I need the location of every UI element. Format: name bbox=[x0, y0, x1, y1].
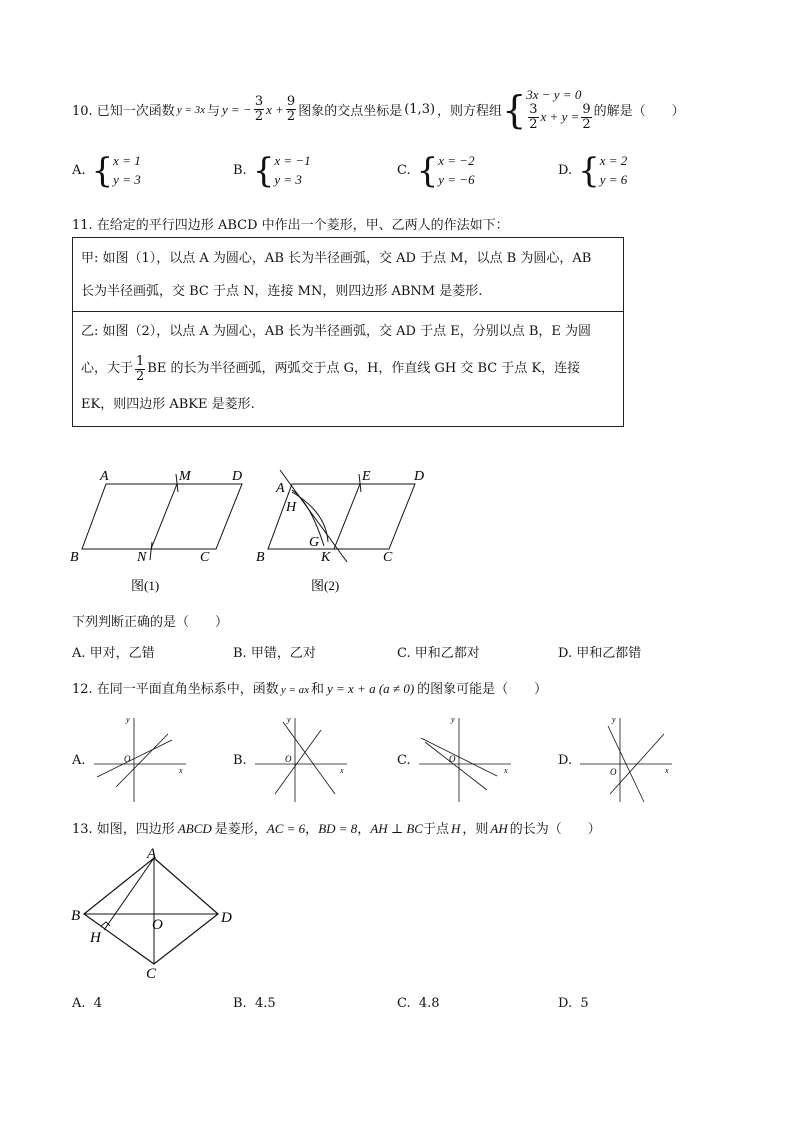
q10-system bbox=[526, 88, 593, 131]
option-label: A. bbox=[72, 646, 86, 661]
q13-pre: 13. 如图，四边形 bbox=[72, 822, 175, 837]
axis-x-label: x bbox=[179, 766, 183, 775]
q12-mid: 和 bbox=[311, 682, 325, 697]
label-m: M bbox=[179, 469, 191, 484]
q11-yi-line3: EK，则四边形 ABKE 是菱形. bbox=[81, 397, 255, 412]
q10-sys1: 3x − y = 0 bbox=[526, 87, 582, 102]
q11-yi bbox=[73, 312, 623, 422]
q13-abcd: ABCD bbox=[177, 821, 212, 836]
label-c: C bbox=[383, 550, 393, 565]
option-text: 4.8 bbox=[418, 996, 440, 1011]
q13-mid1: 是菱形， bbox=[214, 822, 267, 837]
q12-option-d[interactable] bbox=[558, 712, 678, 807]
q10-sys2-frac2: $\frac{9}{2}$ bbox=[582, 101, 591, 132]
option-text: 4 bbox=[93, 996, 103, 1011]
label-b: B bbox=[71, 908, 81, 924]
origin-label: O bbox=[124, 754, 131, 764]
q10-point: (1,3) bbox=[404, 102, 436, 118]
figure-caption-1: 图(1) bbox=[131, 578, 160, 593]
q11-option-b[interactable] bbox=[233, 642, 316, 661]
q10-tail2: ，则方程组 bbox=[437, 104, 503, 120]
option-line1: x = 1 bbox=[113, 153, 141, 168]
q10-sys2-frac1: $\frac{3}{2}$ bbox=[529, 101, 538, 132]
parallelogram-abcd bbox=[82, 484, 242, 549]
option-text: 4.5 bbox=[254, 996, 276, 1011]
option-label: D. bbox=[558, 163, 573, 179]
axis-x-label: x bbox=[665, 766, 669, 775]
q11-yi-line2 bbox=[73, 350, 623, 388]
q13-end: 的长为（ ） bbox=[509, 822, 601, 837]
q10-mid: 与 bbox=[207, 104, 221, 120]
brace: { bbox=[252, 150, 275, 191]
option-label: A. bbox=[72, 996, 86, 1011]
q10-tail: 图象的交点坐标是 bbox=[298, 104, 403, 120]
option-label: C. bbox=[397, 996, 411, 1011]
rhombus-abcd bbox=[84, 858, 218, 964]
q11-yi-line1: 乙: 如图（2），以点 A 为圆心，AB 长为半径画弧，交 AD 于点 E，分别以点 B，E 为圆 bbox=[81, 324, 592, 339]
label-e: E bbox=[362, 469, 371, 484]
brace: { bbox=[416, 150, 439, 191]
q11-jia-line1: 甲: 如图（1），以点 A 为圆心，AB 长为半径画弧，交 AD 于点 M，以点 B 为圆心，AB bbox=[81, 251, 592, 266]
label-h: H bbox=[90, 930, 101, 946]
axis-y-label: y bbox=[612, 715, 616, 724]
option-line1: x = −1 bbox=[274, 153, 311, 168]
q10-f1: y = 3x bbox=[176, 103, 205, 116]
q13-sep: ， bbox=[305, 822, 319, 837]
q10-sys2-mid: x + y = bbox=[540, 108, 580, 124]
arc-mark-e bbox=[359, 474, 361, 492]
option-text: 甲和乙都对 bbox=[414, 646, 480, 661]
label-c: C bbox=[146, 966, 157, 982]
q10-sys-brace: { bbox=[502, 87, 527, 132]
brace: { bbox=[91, 150, 114, 191]
q13-ac: AC = 6 bbox=[266, 821, 306, 836]
segment-ek bbox=[334, 484, 360, 549]
option-label: A. bbox=[72, 163, 86, 179]
option-text: 甲错，乙对 bbox=[250, 646, 316, 661]
q13-option-b[interactable] bbox=[233, 996, 276, 1011]
label-k: K bbox=[321, 550, 331, 565]
label-n: N bbox=[137, 550, 147, 565]
q12-graph-d bbox=[578, 712, 678, 807]
option-label: D. bbox=[558, 996, 573, 1011]
option-text: 5 bbox=[580, 996, 589, 1011]
option-label: D. bbox=[558, 646, 573, 661]
q11-yi2-pre: 心，大于 bbox=[81, 361, 134, 376]
axis-y-label: y bbox=[451, 715, 455, 724]
segment-mn bbox=[151, 484, 177, 549]
altitude-ah bbox=[104, 858, 154, 930]
label-a: A bbox=[276, 481, 285, 496]
q11-option-c[interactable] bbox=[397, 642, 480, 661]
option-text: 甲和乙都错 bbox=[576, 646, 642, 661]
arc-from-b bbox=[292, 490, 324, 546]
q12-option-a[interactable] bbox=[72, 712, 192, 807]
q10-option-b[interactable] bbox=[233, 152, 311, 190]
q12-stem bbox=[72, 678, 547, 697]
q10-f2-mid: x + bbox=[266, 101, 284, 117]
q10-end: 的解是（ ） bbox=[593, 104, 685, 120]
q13-mid2: 于点 bbox=[422, 822, 449, 837]
label-d: D bbox=[221, 910, 232, 926]
axis-x-label: x bbox=[340, 766, 344, 775]
label-d: D bbox=[414, 469, 425, 484]
option-line2: y = −6 bbox=[438, 171, 475, 187]
option-label: C. bbox=[397, 163, 411, 179]
option-line2: y = 3 bbox=[113, 171, 141, 187]
q12-lead: 12. 在同一平面直角坐标系中，函数 bbox=[72, 682, 279, 697]
q13-ah: AH ⊥ BC bbox=[370, 821, 423, 836]
option-label: B. bbox=[233, 646, 247, 661]
arc-mark-m bbox=[176, 474, 178, 492]
q13-option-d[interactable] bbox=[558, 996, 589, 1011]
q11-method-box bbox=[72, 237, 624, 427]
option-label: B. bbox=[233, 996, 247, 1011]
q11-jia bbox=[73, 238, 623, 312]
label-b: B bbox=[256, 550, 265, 565]
label-g: G bbox=[309, 535, 320, 550]
q12-f2: y = x + a (a ≠ 0) bbox=[327, 681, 415, 696]
label-o: O bbox=[152, 917, 163, 933]
option-line2: y = 3 bbox=[274, 171, 302, 187]
label-h: H bbox=[286, 500, 297, 515]
q10-option-d[interactable] bbox=[558, 152, 627, 190]
label-b: B bbox=[70, 550, 79, 565]
option-label: C. bbox=[397, 646, 411, 661]
q10-f2-frac1: $\frac{3}{2}$ bbox=[254, 94, 264, 125]
q10-option-c[interactable] bbox=[397, 152, 475, 190]
q12-f1: y = ax bbox=[280, 684, 309, 696]
q11-option-d[interactable] bbox=[558, 642, 641, 661]
q12-option-b[interactable] bbox=[233, 712, 353, 807]
q10-f2-frac2: $\frac{9}{2}$ bbox=[286, 94, 296, 125]
label-d: D bbox=[232, 469, 243, 484]
option-label: B. bbox=[233, 163, 247, 179]
q11-figure-2 bbox=[252, 462, 442, 597]
q13-stem bbox=[72, 818, 601, 837]
q13-h: H bbox=[451, 821, 461, 836]
option-line1: x = 2 bbox=[599, 153, 628, 168]
q11-yi2-post: BE 的长为半径画弧，两弧交于点 G，H，作直线 GH 交 BC 于点 K，连接 bbox=[147, 361, 581, 376]
graph-line-1 bbox=[97, 740, 172, 777]
q12-option-c[interactable] bbox=[397, 712, 517, 807]
q13-sep2: ， bbox=[357, 822, 371, 837]
option-text: 甲对，乙错 bbox=[89, 646, 155, 661]
axis-y-label: y bbox=[287, 715, 291, 724]
option-line1: x = −2 bbox=[438, 153, 475, 168]
q11-figure-1 bbox=[66, 462, 256, 597]
q10-f2-pre: y = − bbox=[222, 101, 252, 117]
q12-end: 的图象可能是（ ） bbox=[417, 682, 548, 697]
q12-graph-b bbox=[253, 712, 353, 807]
q12-graph-a bbox=[92, 712, 192, 807]
option-label: A. bbox=[72, 753, 86, 768]
origin-label: O bbox=[285, 754, 292, 764]
option-label: B. bbox=[233, 753, 247, 768]
brace: { bbox=[578, 150, 600, 191]
q10-lead: 10. 已知一次函数 bbox=[72, 104, 175, 120]
origin-label: O bbox=[610, 767, 617, 777]
axis-x-label: x bbox=[504, 766, 508, 775]
q13-option-a[interactable] bbox=[72, 996, 102, 1011]
q10-stem bbox=[72, 88, 685, 131]
q11-stem: 11. 在给定的平行四边形 ABCD 中作出一个菱形，甲、乙两人的作法如下： bbox=[72, 218, 509, 233]
figure-caption-2: 图(2) bbox=[311, 578, 340, 593]
graph-line-2 bbox=[275, 730, 321, 794]
axis-y-label: y bbox=[126, 715, 130, 724]
option-label: D. bbox=[558, 753, 573, 768]
label-a: A bbox=[100, 469, 109, 484]
q13-option-c[interactable] bbox=[397, 996, 440, 1011]
q11-jia-line2: 长为半径画弧，交 BC 于点 N，连接 MN，则四边形 ABNM 是菱形. bbox=[81, 284, 483, 299]
q11-question: 下列判断正确的是（ ） bbox=[72, 615, 229, 630]
q13-mid3: ，则 bbox=[462, 822, 489, 837]
label-a: A bbox=[147, 846, 157, 862]
q11-yi2-frac: $\frac{1}{2}$ bbox=[136, 353, 145, 384]
parallelogram-abcd bbox=[268, 484, 415, 549]
q13-rhombus-figure bbox=[66, 846, 246, 986]
arc-mark-n bbox=[150, 542, 152, 560]
label-c: C bbox=[200, 550, 210, 565]
q11-option-a[interactable] bbox=[72, 642, 155, 661]
option-line2: y = 6 bbox=[599, 171, 628, 187]
option-label: C. bbox=[397, 753, 411, 768]
q10-option-a[interactable] bbox=[72, 152, 141, 190]
q13-ah2: AH bbox=[490, 821, 508, 836]
origin-label: O bbox=[449, 754, 456, 764]
q12-graph-c bbox=[417, 712, 517, 807]
q13-bd: BD = 8 bbox=[318, 821, 358, 836]
